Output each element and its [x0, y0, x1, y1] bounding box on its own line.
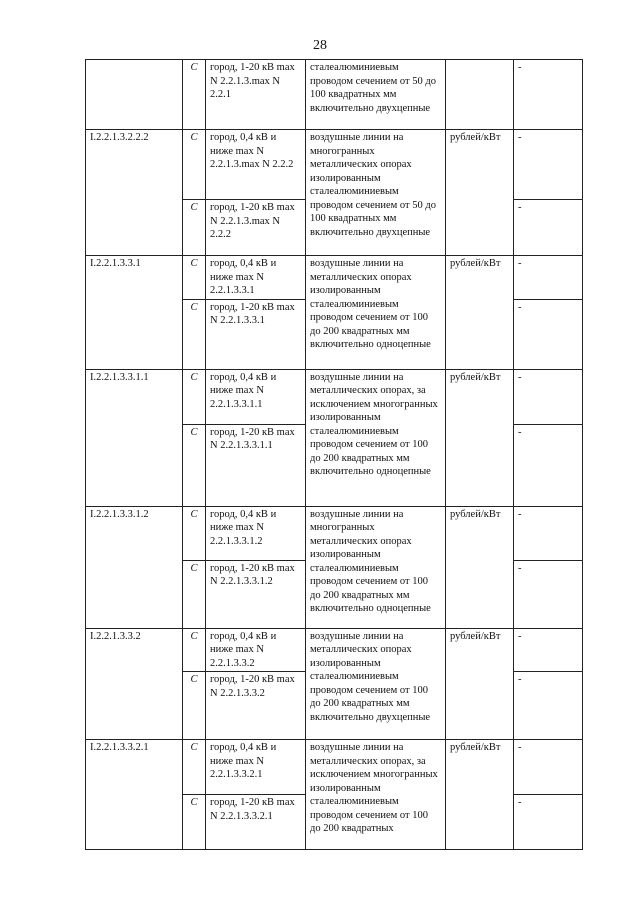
tariff-table-body: [86, 60, 583, 850]
table-row: [86, 130, 583, 200]
unit-cell: рублей/кВт: [446, 130, 514, 256]
category-letter: С: [183, 628, 206, 672]
unit-cell: рублей/кВт: [446, 740, 514, 850]
unit-cell: рублей/кВт: [446, 506, 514, 628]
value-cell: -: [514, 506, 583, 560]
category-letter: С: [183, 200, 206, 256]
item-code: I.2.2.1.3.3.1.1: [86, 369, 183, 506]
value-cell: -: [514, 628, 583, 672]
line-description: воздушные линии на многогранных металлических опорах изолированным сталеалюминиевым проводом сечением от 100 до 200 квадратных мм включительно одноцепные: [306, 506, 446, 628]
value-cell: -: [514, 795, 583, 850]
category-letter: С: [183, 369, 206, 424]
category-letter: С: [183, 60, 206, 130]
line-description: сталеалюминиевым проводом сечением от 50 до 100 квадратных мм включительно двухцепные: [306, 60, 446, 130]
voltage-description: город, 1-20 кВ max N 2.2.1.3.3.1: [206, 299, 306, 369]
table-row: [86, 740, 583, 795]
category-letter: С: [183, 506, 206, 560]
line-description: воздушные линии на многогранных металлических опорах изолированным сталеалюминиевым проводом сечением от 50 до 100 квадратных мм включительно двухцепные: [306, 130, 446, 256]
value-cell: -: [514, 672, 583, 740]
table-row: [86, 369, 583, 424]
voltage-description: город, 0,4 кВ и ниже max N 2.2.1.3.3.2: [206, 628, 306, 672]
page-number: 28: [313, 38, 327, 53]
voltage-description: город, 0,4 кВ и ниже max N 2.2.1.3.max N 2.2.2: [206, 130, 306, 200]
table-row: [86, 628, 583, 672]
unit-cell: рублей/кВт: [446, 369, 514, 506]
value-cell: -: [514, 424, 583, 506]
category-letter: С: [183, 560, 206, 628]
line-description: воздушные линии на металлических опорах изолированным сталеалюминиевым проводом сечением от 100 до 200 квадратных мм включительно двухцепные: [306, 628, 446, 740]
item-code: I.2.2.1.3.3.2.1: [86, 740, 183, 850]
voltage-description: город, 1-20 кВ max N 2.2.1.3.max N 2.2.2: [206, 200, 306, 256]
table-row: [86, 256, 583, 300]
category-letter: С: [183, 256, 206, 300]
value-cell: -: [514, 256, 583, 300]
voltage-description: город, 0,4 кВ и ниже max N 2.2.1.3.3.1: [206, 256, 306, 300]
voltage-description: город, 0,4 кВ и ниже max N 2.2.1.3.3.1.1: [206, 369, 306, 424]
item-code: I.2.2.1.3.3.2: [86, 628, 183, 740]
voltage-description: город, 1-20 кВ max N 2.2.1.3.3.2.1: [206, 795, 306, 850]
voltage-description: город, 1-20 кВ max N 2.2.1.3.3.1.1: [206, 424, 306, 506]
item-code: I.2.2.1.3.3.1: [86, 256, 183, 370]
voltage-description: город, 0,4 кВ и ниже max N 2.2.1.3.3.2.1: [206, 740, 306, 795]
unit-cell: [446, 60, 514, 130]
value-cell: -: [514, 560, 583, 628]
voltage-description: город, 1-20 кВ max N 2.2.1.3.max N 2.2.1: [206, 60, 306, 130]
unit-cell: рублей/кВт: [446, 628, 514, 740]
value-cell: -: [514, 369, 583, 424]
value-cell: -: [514, 200, 583, 256]
table-row: [86, 506, 583, 560]
category-letter: С: [183, 740, 206, 795]
value-cell: -: [514, 299, 583, 369]
category-letter: С: [183, 795, 206, 850]
unit-cell: рублей/кВт: [446, 256, 514, 370]
tariff-table: [85, 59, 583, 850]
line-description: воздушные линии на металлических опорах, за исключением многогранных изолированным сталеалюминиевым проводом сечением от 100 до 200 квадратных: [306, 740, 446, 850]
line-description: воздушные линии на металлических опорах изолированным сталеалюминиевым проводом сечением от 100 до 200 квадратных мм включительно одноцепные: [306, 256, 446, 370]
item-code: [86, 60, 183, 130]
category-letter: С: [183, 672, 206, 740]
value-cell: -: [514, 740, 583, 795]
value-cell: -: [514, 130, 583, 200]
voltage-description: город, 0,4 кВ и ниже max N 2.2.1.3.3.1.2: [206, 506, 306, 560]
category-letter: С: [183, 299, 206, 369]
category-letter: С: [183, 130, 206, 200]
item-code: I.2.2.1.3.3.1.2: [86, 506, 183, 628]
voltage-description: город, 1-20 кВ max N 2.2.1.3.3.2: [206, 672, 306, 740]
value-cell: -: [514, 60, 583, 130]
category-letter: С: [183, 424, 206, 506]
line-description: воздушные линии на металлических опорах, за исключением многогранных изолированным сталеалюминиевым проводом сечением от 100 до 200 квадратных мм включительно одноцепные: [306, 369, 446, 506]
table-row: [86, 60, 583, 130]
voltage-description: город, 1-20 кВ max N 2.2.1.3.3.1.2: [206, 560, 306, 628]
item-code: I.2.2.1.3.2.2.2: [86, 130, 183, 256]
